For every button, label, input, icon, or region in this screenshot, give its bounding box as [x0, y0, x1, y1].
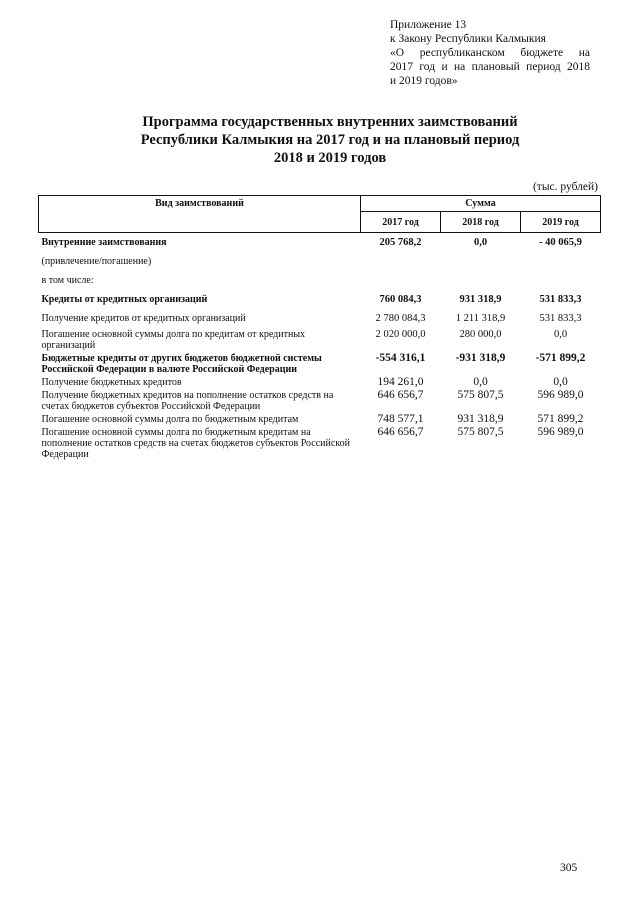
cell-2017: -554 316,1: [375, 352, 426, 364]
title-line-2: Республики Калмыкия на 2017 год и на плановый период: [140, 132, 520, 148]
cell-2017: 194 261,0: [377, 376, 424, 388]
cell-2019: - 40 065,9: [539, 237, 582, 248]
appendix-line-5: и 2019 годов»: [390, 75, 458, 87]
appendix-line-1: Приложение 13: [390, 19, 467, 31]
appendix-note: [390, 18, 590, 88]
row-label: Получение бюджетных кредитов: [41, 377, 182, 388]
cell-2017: 2 020 000,0: [375, 329, 426, 340]
cell-2017: 646 656,7: [377, 389, 424, 401]
header-2018: 2018 год: [441, 212, 521, 233]
row-label: Погашение основной суммы долга по кредитам от кредитных организаций: [41, 329, 306, 351]
header-2019: 2019 год: [521, 212, 601, 233]
page-number: 305: [560, 862, 578, 874]
cell-2019: [521, 271, 601, 290]
cell-2019: [521, 252, 601, 271]
appendix-line-4: 2017 год и на плановый период 2018: [390, 61, 590, 73]
cell-2018: 1 211 318,9: [455, 313, 506, 324]
row-label: Погашение основной суммы долга по бюджетным кредитам: [41, 414, 299, 425]
cell-2017: [361, 271, 441, 290]
table-row: [39, 328, 601, 352]
cell-2019: 596 989,0: [537, 389, 584, 401]
cell-2018: [441, 252, 521, 271]
row-label: Получение кредитов от кредитных организаций: [41, 313, 246, 324]
table-row: [39, 389, 601, 413]
borrowings-table: [38, 195, 601, 461]
cell-2018: 575 807,5: [457, 389, 504, 401]
table-row: [39, 426, 601, 461]
table-row: [39, 252, 601, 271]
header-type: Вид заимствований: [39, 196, 361, 233]
cell-2018: 931 318,9: [457, 413, 504, 425]
page-title: [60, 113, 600, 167]
cell-2018: 0,0: [473, 376, 488, 388]
cell-2018: 575 807,5: [457, 426, 504, 438]
row-label: в том числе:: [41, 275, 94, 286]
row-label: Внутренние заимствования: [41, 237, 167, 248]
row-label: Бюджетные кредиты от других бюджетов бюджетной системы Российской Федерации в валюте Российской Федерации: [41, 353, 322, 375]
table-row: [39, 413, 601, 426]
cell-2019: -571 899,2: [535, 352, 586, 364]
header-sum: Сумма: [361, 196, 601, 212]
cell-2017: 2 780 084,3: [375, 313, 426, 324]
cell-2019: 0,0: [553, 329, 568, 340]
cell-2019: 571 899,2: [537, 413, 584, 425]
cell-2018: [441, 271, 521, 290]
table-row: [39, 309, 601, 328]
row-label: (привлечение/погашение): [41, 256, 152, 267]
cell-2019: 531 833,3: [539, 313, 582, 324]
cell-2017: [361, 252, 441, 271]
table-row: [39, 352, 601, 376]
row-label: Кредиты от кредитных организаций: [41, 294, 208, 305]
cell-2018: 280 000,0: [459, 329, 502, 340]
cell-2017: 760 084,3: [379, 294, 422, 305]
unit-label: (тыс. рублей): [532, 181, 598, 193]
appendix-line-3: «О республиканском бюджете на: [390, 47, 590, 59]
cell-2018: 0,0: [473, 237, 488, 248]
cell-2018: 931 318,9: [459, 294, 502, 305]
cell-2017: 748 577,1: [377, 413, 424, 425]
cell-2018: -931 318,9: [455, 352, 506, 364]
table-row: [39, 271, 601, 290]
cell-2019: 531 833,3: [539, 294, 582, 305]
appendix-line-2: к Закону Республики Калмыкия: [390, 33, 546, 45]
cell-2017: 205 768,2: [379, 237, 422, 248]
table-row: [39, 290, 601, 309]
cell-2019: 0,0: [553, 376, 568, 388]
cell-2017: 646 656,7: [377, 426, 424, 438]
row-label: Получение бюджетных кредитов на пополнение остатков средств на счетах бюджетов субъектов Российской Федерации: [41, 390, 334, 412]
header-2017: 2017 год: [361, 212, 441, 233]
table-row: [39, 376, 601, 389]
title-line-3: 2018 и 2019 годов: [273, 150, 387, 166]
title-line-1: Программа государственных внутренних заимствований: [142, 114, 518, 130]
row-label: Погашение основной суммы долга по бюджетным кредитам на пополнение остатков средств на счетах бюджетов субъектов Российской Федерации: [41, 427, 350, 460]
table-row: [39, 233, 601, 253]
cell-2019: 596 989,0: [537, 426, 584, 438]
